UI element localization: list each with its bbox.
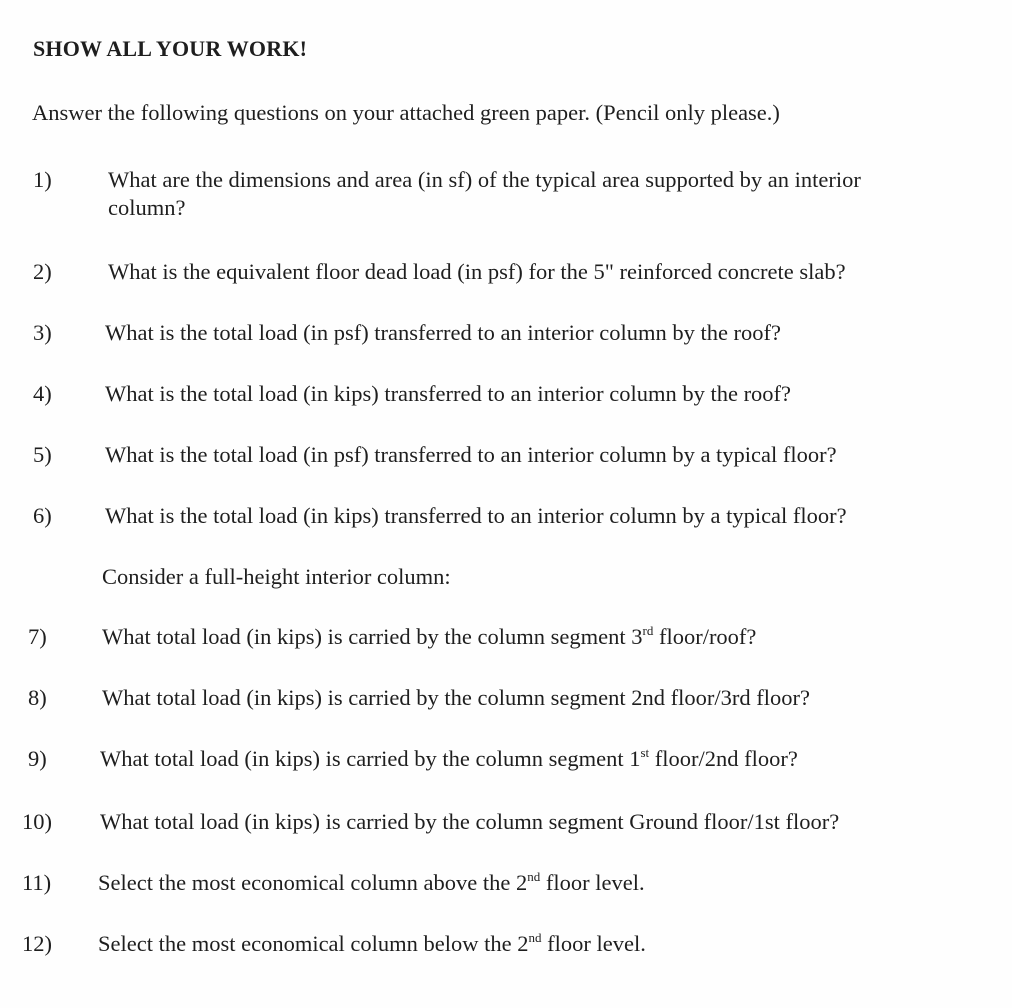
question-number: 3)	[33, 320, 52, 345]
page-heading: SHOW ALL YOUR WORK!	[33, 36, 308, 61]
question-number: 9)	[28, 746, 47, 771]
question-text: What total load (in kips) is carried by the column segment 3rd floor/roof?	[102, 623, 757, 649]
question-number: 2)	[33, 259, 52, 284]
question-number: 8)	[28, 685, 47, 710]
question-text: What total load (in kips) is carried by the column segment Ground floor/1st floor?	[100, 809, 840, 834]
question-text: What is the total load (in psf) transferred to an interior column by the roof?	[105, 320, 782, 345]
question-number: 1)	[33, 167, 52, 192]
question-number: 10)	[22, 809, 52, 834]
question-text: What is the total load (in psf) transferred to an interior column by a typical floor?	[105, 442, 837, 467]
question-text: Select the most economical column above the 2nd floor level.	[98, 869, 645, 895]
section-note: Consider a full-height interior column:	[102, 564, 451, 589]
question-text: What total load (in kips) is carried by the column segment 1st floor/2nd floor?	[100, 745, 798, 771]
question-number: 12)	[22, 931, 52, 956]
instructions-text: Answer the following questions on your attached green paper. (Pencil only please.)	[32, 100, 780, 125]
question-text: What is the equivalent floor dead load (in psf) for the 5" reinforced concrete slab?	[108, 259, 846, 284]
question-text: What is the total load (in kips) transferred to an interior column by the roof?	[105, 381, 792, 406]
question-text: What are the dimensions and area (in sf) of the typical area supported by an interior column?	[108, 167, 861, 220]
question-number: 4)	[33, 381, 52, 406]
question-number: 6)	[33, 503, 52, 528]
question-number: 5)	[33, 442, 52, 467]
question-number: 11)	[22, 870, 52, 895]
question-text: Select the most economical column below the 2nd floor level.	[98, 930, 646, 956]
question-text: What is the total load (in kips) transferred to an interior column by a typical floor?	[105, 503, 847, 528]
question-number: 7)	[28, 624, 47, 649]
question-text: What total load (in kips) is carried by the column segment 2nd floor/3rd floor?	[102, 685, 810, 710]
